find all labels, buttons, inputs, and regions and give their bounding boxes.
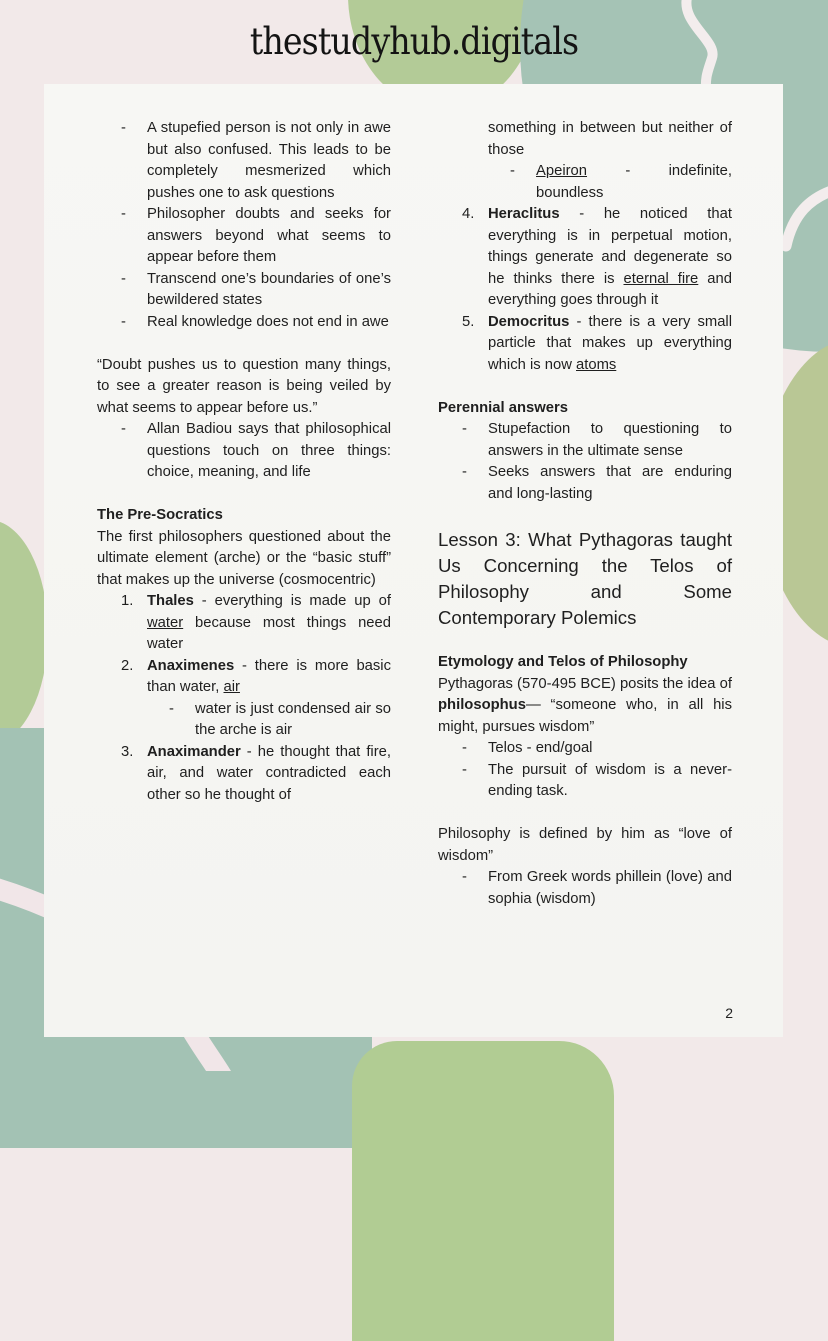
text-run: eternal fire	[623, 270, 699, 287]
text-run: - indefinite, boundless	[536, 163, 732, 201]
text-run: Stupefaction to questioning to answers in the ultimate sense	[488, 421, 732, 459]
bullet-item	[438, 738, 732, 760]
left-column	[97, 118, 391, 806]
numbered-item	[438, 312, 732, 377]
list-marker: -	[121, 421, 126, 437]
text-run: Anaximander	[147, 743, 241, 760]
bullet-item	[97, 419, 391, 484]
text-run: Apeiron	[536, 163, 588, 179]
text-run: Etymology and Telos of Philosophy	[438, 654, 688, 670]
text-run: Transcend one’s boundaries of one’s bewildered states	[147, 270, 391, 308]
list-marker: -	[121, 270, 126, 287]
spacer	[438, 376, 732, 398]
list-marker: -	[169, 700, 174, 717]
text-run: because most things need water	[147, 614, 391, 652]
sub-bullet-item	[438, 161, 732, 204]
paragraph	[438, 674, 732, 739]
site-title: thestudyhub.digitals	[249, 20, 579, 63]
text-run: — “someone who, in all his might, pursues wisdom”	[438, 697, 732, 735]
numbered-item	[438, 204, 732, 312]
text-run: and everything goes through it	[488, 270, 732, 308]
text-run: atoms	[576, 356, 617, 373]
text-run: - there is a very small particle that makes up everything which is now	[488, 313, 732, 373]
text-run: From Greek words phillein (love) and sophia (wisdom)	[488, 869, 732, 907]
section-heading	[438, 652, 732, 674]
section-heading	[97, 505, 391, 527]
list-marker: -	[510, 163, 515, 179]
list-marker: 2.	[121, 657, 134, 674]
paragraph	[97, 355, 391, 420]
text-run: water is just condensed air so the arche is air	[195, 700, 391, 738]
text-run: Anaximenes	[147, 657, 235, 674]
text-run: Pythagoras (570-495 BCE) posits the idea of	[438, 675, 732, 692]
spacer	[438, 631, 732, 653]
list-marker: 3.	[121, 743, 134, 760]
numbered-item	[97, 742, 391, 807]
list-marker: -	[462, 464, 467, 480]
text-run: - he noticed that everything is in perpetual motion, things generate and degenerate so he thinks there is	[488, 206, 732, 287]
text-run: - he thought that fire, air, and water contradicted each other so he thought of	[147, 743, 391, 803]
spacer	[97, 484, 391, 506]
text-run: air	[223, 679, 240, 695]
text-run: Seeks answers that are enduring and long-lasting	[488, 464, 732, 502]
text-run: The Pre-Socratics	[97, 507, 223, 523]
text-run: Telos - end/goal	[488, 740, 593, 756]
paragraph-continuation	[438, 118, 732, 161]
right-column	[438, 118, 732, 910]
text-run: “Doubt pushes us to question many things, to see a greater reason is being veiled by what seems to appear before us.”	[97, 356, 391, 416]
spacer	[438, 505, 732, 527]
paper-sheet	[44, 84, 783, 1037]
list-marker: -	[462, 761, 467, 778]
text-run: philosophus	[438, 697, 526, 713]
bullet-item	[438, 760, 732, 803]
spacer	[97, 333, 391, 355]
text-run: something in between but neither of those	[488, 120, 732, 158]
bottom-center-green-blob	[352, 1041, 614, 1341]
text-run: Philosophy is defined by him as “love of wisdom”	[438, 826, 732, 864]
bullet-item	[438, 419, 732, 462]
text-run: Allan Badiou says that philosophical questions touch on three things: choice, meaning, and life	[147, 421, 391, 480]
list-marker: -	[462, 740, 467, 756]
text-run: Democritus	[488, 313, 570, 330]
text-run: The pursuit of wisdom is a never-ending task.	[488, 761, 732, 799]
paragraph	[97, 527, 391, 592]
bullet-item	[97, 312, 391, 334]
paragraph	[438, 824, 732, 867]
list-marker: 1.	[121, 593, 134, 609]
bullet-item	[97, 269, 391, 312]
text-run: Heraclitus	[488, 206, 560, 222]
section-heading	[438, 398, 732, 420]
text-run: Philosopher doubts and seeks for answers beyond what seems to appear before them	[147, 206, 391, 265]
text-run: Lesson 3: What Pythagoras taught Us Concerning the Telos of Philosophy and Some Contemporary Polemics	[438, 528, 732, 628]
text-run: Real knowledge does not end in awe	[147, 313, 389, 330]
list-marker: -	[462, 869, 467, 885]
bullet-item	[438, 462, 732, 505]
text-run: water	[147, 614, 184, 631]
text-run: - everything is made up of	[193, 593, 391, 609]
lesson-heading	[438, 527, 732, 631]
bullet-item	[97, 204, 391, 269]
bullet-item	[438, 867, 732, 910]
list-marker: -	[121, 206, 126, 222]
sub-bullet-item	[97, 699, 391, 742]
numbered-item	[97, 591, 391, 656]
text-run: A stupefied person is not only in awe but also confused. This leads to be completely mesmerized which pushes one to ask questions	[147, 120, 391, 201]
text-run: - there is more basic than water,	[147, 657, 391, 695]
list-marker: -	[121, 120, 126, 136]
list-marker: -	[462, 421, 467, 437]
bullet-item	[97, 118, 391, 204]
spacer	[438, 803, 732, 825]
list-marker: -	[121, 313, 126, 330]
text-run: Thales	[147, 593, 194, 609]
numbered-item	[97, 656, 391, 699]
text-run: The first philosophers questioned about the ultimate element (arche) or the “basic stuff” that makes up the universe (cosmocentric)	[97, 528, 391, 588]
page-number: 2	[725, 1005, 733, 1021]
list-marker: 4.	[462, 206, 475, 222]
list-marker: 5.	[462, 313, 475, 330]
text-run: Perennial answers	[438, 399, 568, 416]
right-arc-line	[786, 190, 828, 246]
